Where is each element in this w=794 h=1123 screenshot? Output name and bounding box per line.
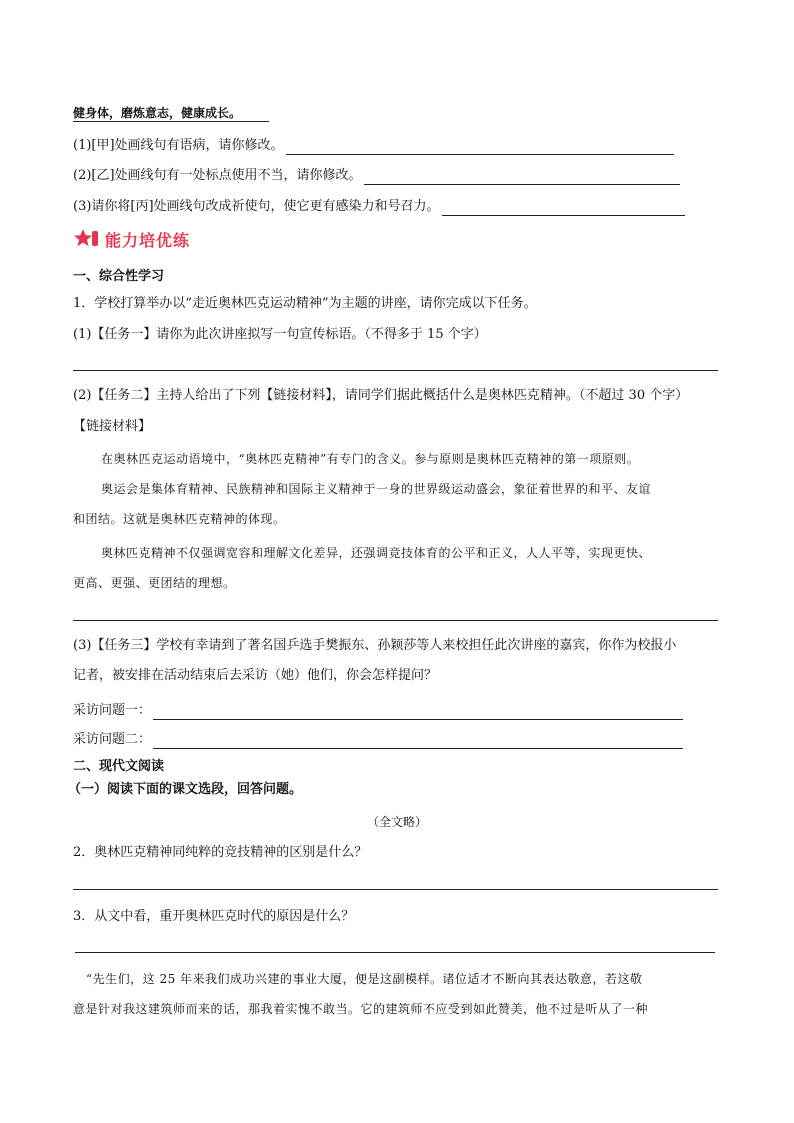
link-material-title: 【链接材料】 [73,419,152,434]
interview-question-1: 采访问题一： [73,702,683,720]
link-paragraph-2b: 和团结。这就是奥林匹克精神的体现。 [73,512,286,526]
quote-line-a: “先生们，这 25 年来我们成功兴建的事业大厦，便是这副模样。诸位适才不断向其表达敬意，若这敬 [86,972,643,986]
item-3: 3．从文中看，重开奥林匹克时代的原因是什么？ [73,909,355,924]
answer-line-task1[interactable] [73,370,718,371]
star-badge-icon [73,228,99,250]
link-paragraph-2a: 奥运会是集体育精神、民族精神和国际主义精神于一身的世界级运动盛会，象征着世界的和平、友谊 [101,482,652,496]
question-1: (1)[甲]处画线句有语病，请你修改。 [73,137,674,155]
answer-line-task2[interactable] [73,620,718,621]
question-2: (2)[乙]处画线句有一处标点使用不当，请你修改。 [73,167,680,185]
section-title: 能力培优练 [105,230,191,250]
part2-title: 二、现代文阅读 [73,759,165,774]
link-paragraph-1: 在奥林匹克运动语境中，“奥林匹克精神”有专门的含义。参与原则是奥林匹克精神的第一项原则。 [101,452,640,466]
interview-question-2: 采访问题二： [73,731,683,749]
item-2: 2．奥林匹克精神同纯粹的竞技精神的区别是什么？ [73,845,368,860]
link-paragraph-3a: 奥林匹克精神不仅强调宽容和理解文化差异，还强调竞技体育的公平和正义，人人平等，实现更快、 [101,546,652,560]
task-3b: 记者，被安排在活动结束后去采访（她）他们，你会怎样提问？ [73,668,438,683]
task-3a: (3)【任务三】学校有幸请到了著名国乒选手樊振东、孙颖莎等人来校担任此次讲座的嘉宾，你作为校报小 [73,638,677,653]
question-3: (3)请你将[丙]处画线句改成祈使句，使它更有感染力和号召力。 [73,198,685,216]
section-heading [73,226,190,252]
answer-line-q3[interactable] [442,202,685,216]
top-line: 健身体，磨炼意志，健康成长。 [73,104,241,122]
quote-line-b: 意是针对我这建筑师而来的话，那我着实愧不敢当。它的建筑师不应受到如此赞美，他不过是听从了一种 [73,1002,649,1016]
item-1: 1．学校打算举办以“走近奥林匹克运动精神”为主题的讲座，请你完成以下任务。 [73,296,537,311]
answer-line-interview2[interactable] [153,735,683,749]
answer-line-item3[interactable] [75,952,715,953]
top-line-underline [73,121,269,122]
answer-line-q1[interactable] [286,141,674,155]
answer-line-q2[interactable] [364,171,680,185]
sub1-title: （一）阅读下面的课文选段，回答问题。 [68,782,303,797]
answer-line-interview1[interactable] [153,706,683,720]
task-2: (2)【任务二】主持人给出了下列【链接材料】，请同学们据此概括什么是奥林匹克精神。（不超过 30 个字） [73,388,689,403]
answer-line-item2[interactable] [73,889,718,890]
link-paragraph-3b: 更高、更强、更团结的理想。 [73,576,236,590]
part1-title: 一、综合性学习 [73,269,165,284]
task-1: (1)【任务一】请你为此次讲座拟写一句宣传标语。（不得多于 15 个字） [73,327,487,342]
omitted-note: （全文略） [366,815,427,829]
